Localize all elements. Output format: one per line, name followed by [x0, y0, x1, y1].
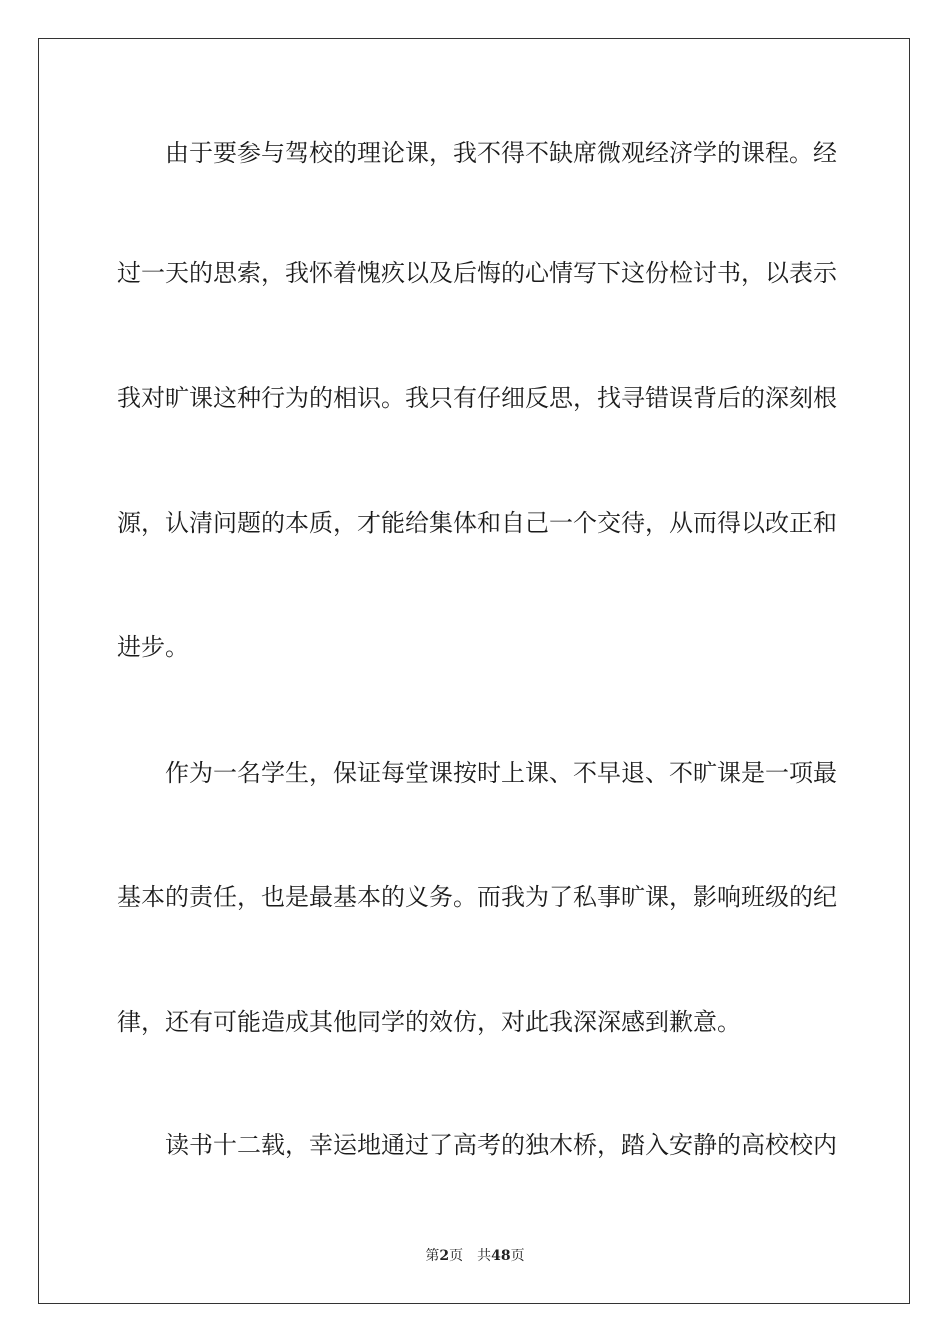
paragraph-line: 作为一名学生，保证每堂课按时上课、不早退、不旷课是一项最	[165, 759, 837, 787]
page-number: 2	[439, 1248, 450, 1264]
page-prefix: 第	[425, 1248, 440, 1264]
paragraph-line: 过一天的思索，我怀着愧疚以及后悔的心情写下这份检讨书，以表示	[117, 259, 837, 287]
paragraph-line: 源，认清问题的本质，才能给集体和自己一个交待，从而得以改正和	[117, 509, 837, 537]
paragraph-line: 由于要参与驾校的理论课，我不得不缺席微观经济学的课程。经	[165, 139, 837, 167]
paragraph-line: 进步。	[117, 633, 189, 661]
total-prefix: 共	[477, 1248, 492, 1264]
paragraph-line: 基本的责任，也是最基本的义务。而我为了私事旷课，影响班级的纪	[117, 883, 837, 911]
page-footer	[0, 1247, 950, 1265]
total-pages: 48	[491, 1248, 511, 1264]
paragraph-line: 我对旷课这种行为的相识。我只有仔细反思，找寻错误背后的深刻根	[117, 384, 837, 412]
paragraph-line: 律，还有可能造成其他同学的效仿，对此我深深感到歉意。	[117, 1008, 741, 1036]
total-suffix: 页	[510, 1248, 525, 1264]
page-suffix: 页	[449, 1248, 464, 1264]
paragraph-line: 读书十二载，幸运地通过了高考的独木桥，踏入安静的高校校内	[165, 1131, 837, 1159]
page-border	[38, 38, 910, 1304]
